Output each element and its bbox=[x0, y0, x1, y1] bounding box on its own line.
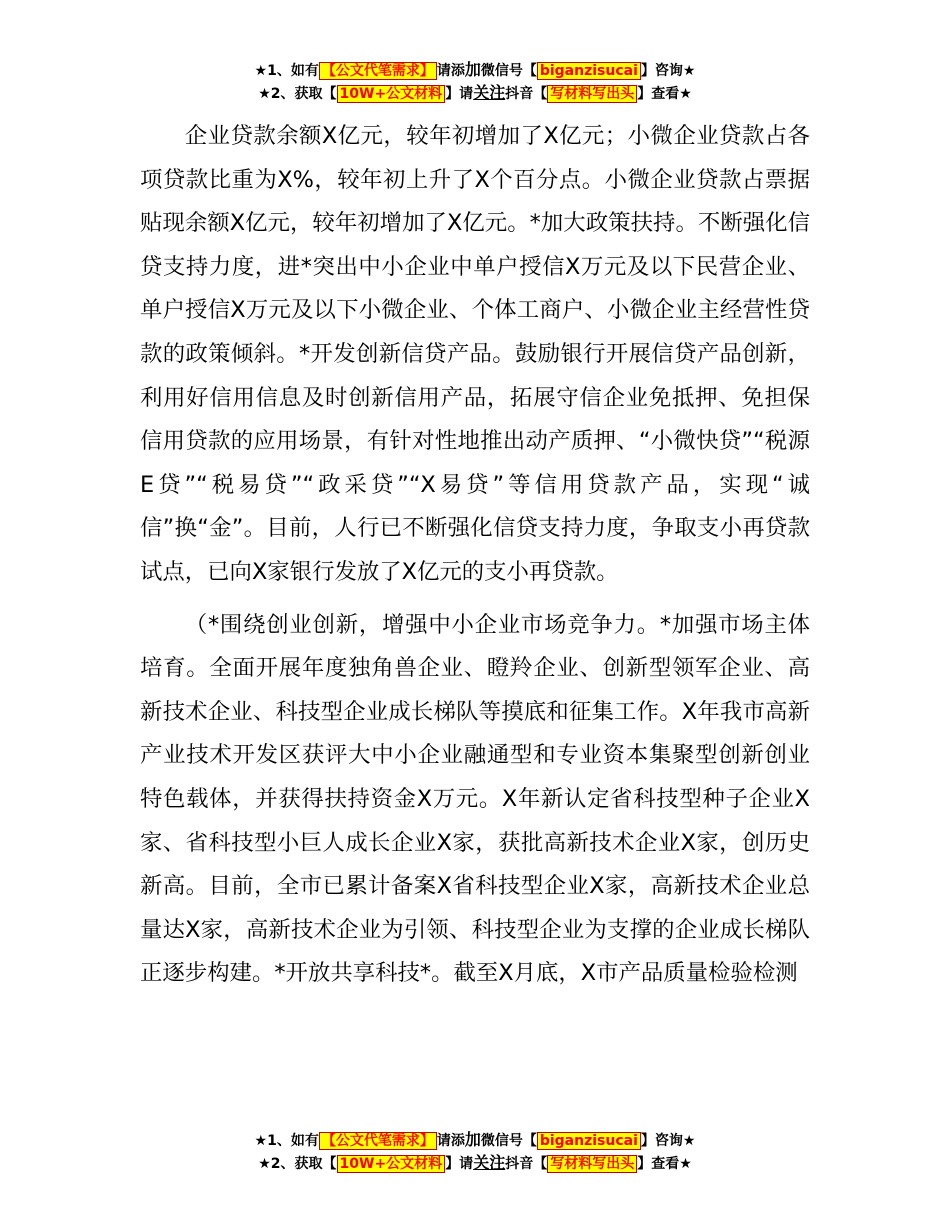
paragraph-2: （*围绕创业创新，增强中小企业市场竞争力。*加强市场主体培育。全面开展年度独角兽企业、瞪羚企业、创新型领军企业、高新技术企业、科技型企业成长梯队等摸底和征集工作。X年我市高新产业技术开发区获评大中小企业融通型和专业资本集聚型创新创业特色载体，并获得扶持资金X万元。X年新认定省科技型种子企业X家、省科技型小巨人成长企业X家，获批高新技术企业X家，创历史新高。目前，全市已累计备案X省科技型企业X家，高新技术企业总量达X家，高新技术企业为引领、科技型企业为支撑的企业成长梯队正逐步构建。*开放共享科技*。截至X月底，X市产品质量检验检测 bbox=[140, 611, 810, 987]
highlight-service: 【公文代笔需求】 bbox=[319, 1132, 437, 1150]
banner-text: 】咨询★ bbox=[640, 1133, 696, 1149]
banner-text: 请添 bbox=[436, 1133, 465, 1149]
banner-line-2 bbox=[0, 82, 950, 105]
banner-line-1 bbox=[0, 59, 950, 82]
banner-emphasis: 加 bbox=[464, 1130, 481, 1149]
header-banner bbox=[0, 59, 950, 105]
highlight-materials: 10W+公文材料 bbox=[337, 85, 446, 103]
document-body bbox=[140, 115, 810, 996]
highlight-materials: 10W+公文材料 bbox=[337, 1155, 446, 1173]
banner-text: 抖音【 bbox=[505, 86, 548, 102]
highlight-douyin-account: 写材料写出头 bbox=[547, 1155, 637, 1173]
highlight-wechat-id: biganzisucai bbox=[537, 62, 641, 80]
banner-emphasis: 关注 bbox=[473, 83, 506, 102]
banner-text: ★2、获取【 bbox=[258, 86, 337, 102]
banner-text: 微信号【 bbox=[480, 1133, 537, 1149]
paragraph-1: 企业贷款余额X亿元，较年初增加了X亿元；小微企业贷款占各项贷款比重为X%，较年初上升了X个百分点。小微企业贷款占票据贴现余额X亿元，较年初增加了X亿元。*加大政策扶持。不断强化信贷支持力度，进*突出中小企业中单户授信X万元及以下民营企业、单户授信X万元及以下小微企业、个体工商户、小微企业主经营性贷款的政策倾斜。*开发创新信贷产品。鼓励银行开展信贷产品创新，利用好信用信息及时创新信用产品，拓展守信企业免抵押、免担保信用贷款的应用场景，有针对性地推出动产质押、“小微快贷”“税源E贷”“税易贷”“政采贷”“X易贷”等信用贷款产品，实现“诚信”换“金”。目前，人行已不断强化信贷支持力度，争取支小再贷款试点，已向X家银行发放了X亿元的支小再贷款。 bbox=[140, 123, 810, 585]
banner-text: 】请 bbox=[445, 86, 474, 102]
banner-emphasis: 关注 bbox=[473, 1153, 506, 1172]
banner-text: 】咨询★ bbox=[640, 63, 696, 79]
highlight-wechat-id: biganzisucai bbox=[537, 1132, 641, 1150]
banner-line-2 bbox=[0, 1152, 950, 1175]
highlight-douyin-account: 写材料写出头 bbox=[547, 85, 637, 103]
banner-text: 】查看★ bbox=[637, 86, 692, 102]
banner-text: ★1、如有 bbox=[254, 1133, 319, 1149]
banner-text: ★1、如有 bbox=[254, 63, 319, 79]
highlight-service: 【公文代笔需求】 bbox=[319, 62, 437, 80]
banner-text: 微信号【 bbox=[480, 63, 537, 79]
footer-banner bbox=[0, 1129, 950, 1175]
banner-text: 请添 bbox=[436, 63, 465, 79]
banner-text: 】请 bbox=[445, 1156, 474, 1172]
banner-text: 抖音【 bbox=[505, 1156, 548, 1172]
banner-text: 】查看★ bbox=[637, 1156, 692, 1172]
banner-text: ★2、获取【 bbox=[258, 1156, 337, 1172]
banner-line-1 bbox=[0, 1129, 950, 1152]
banner-emphasis: 加 bbox=[464, 60, 481, 79]
